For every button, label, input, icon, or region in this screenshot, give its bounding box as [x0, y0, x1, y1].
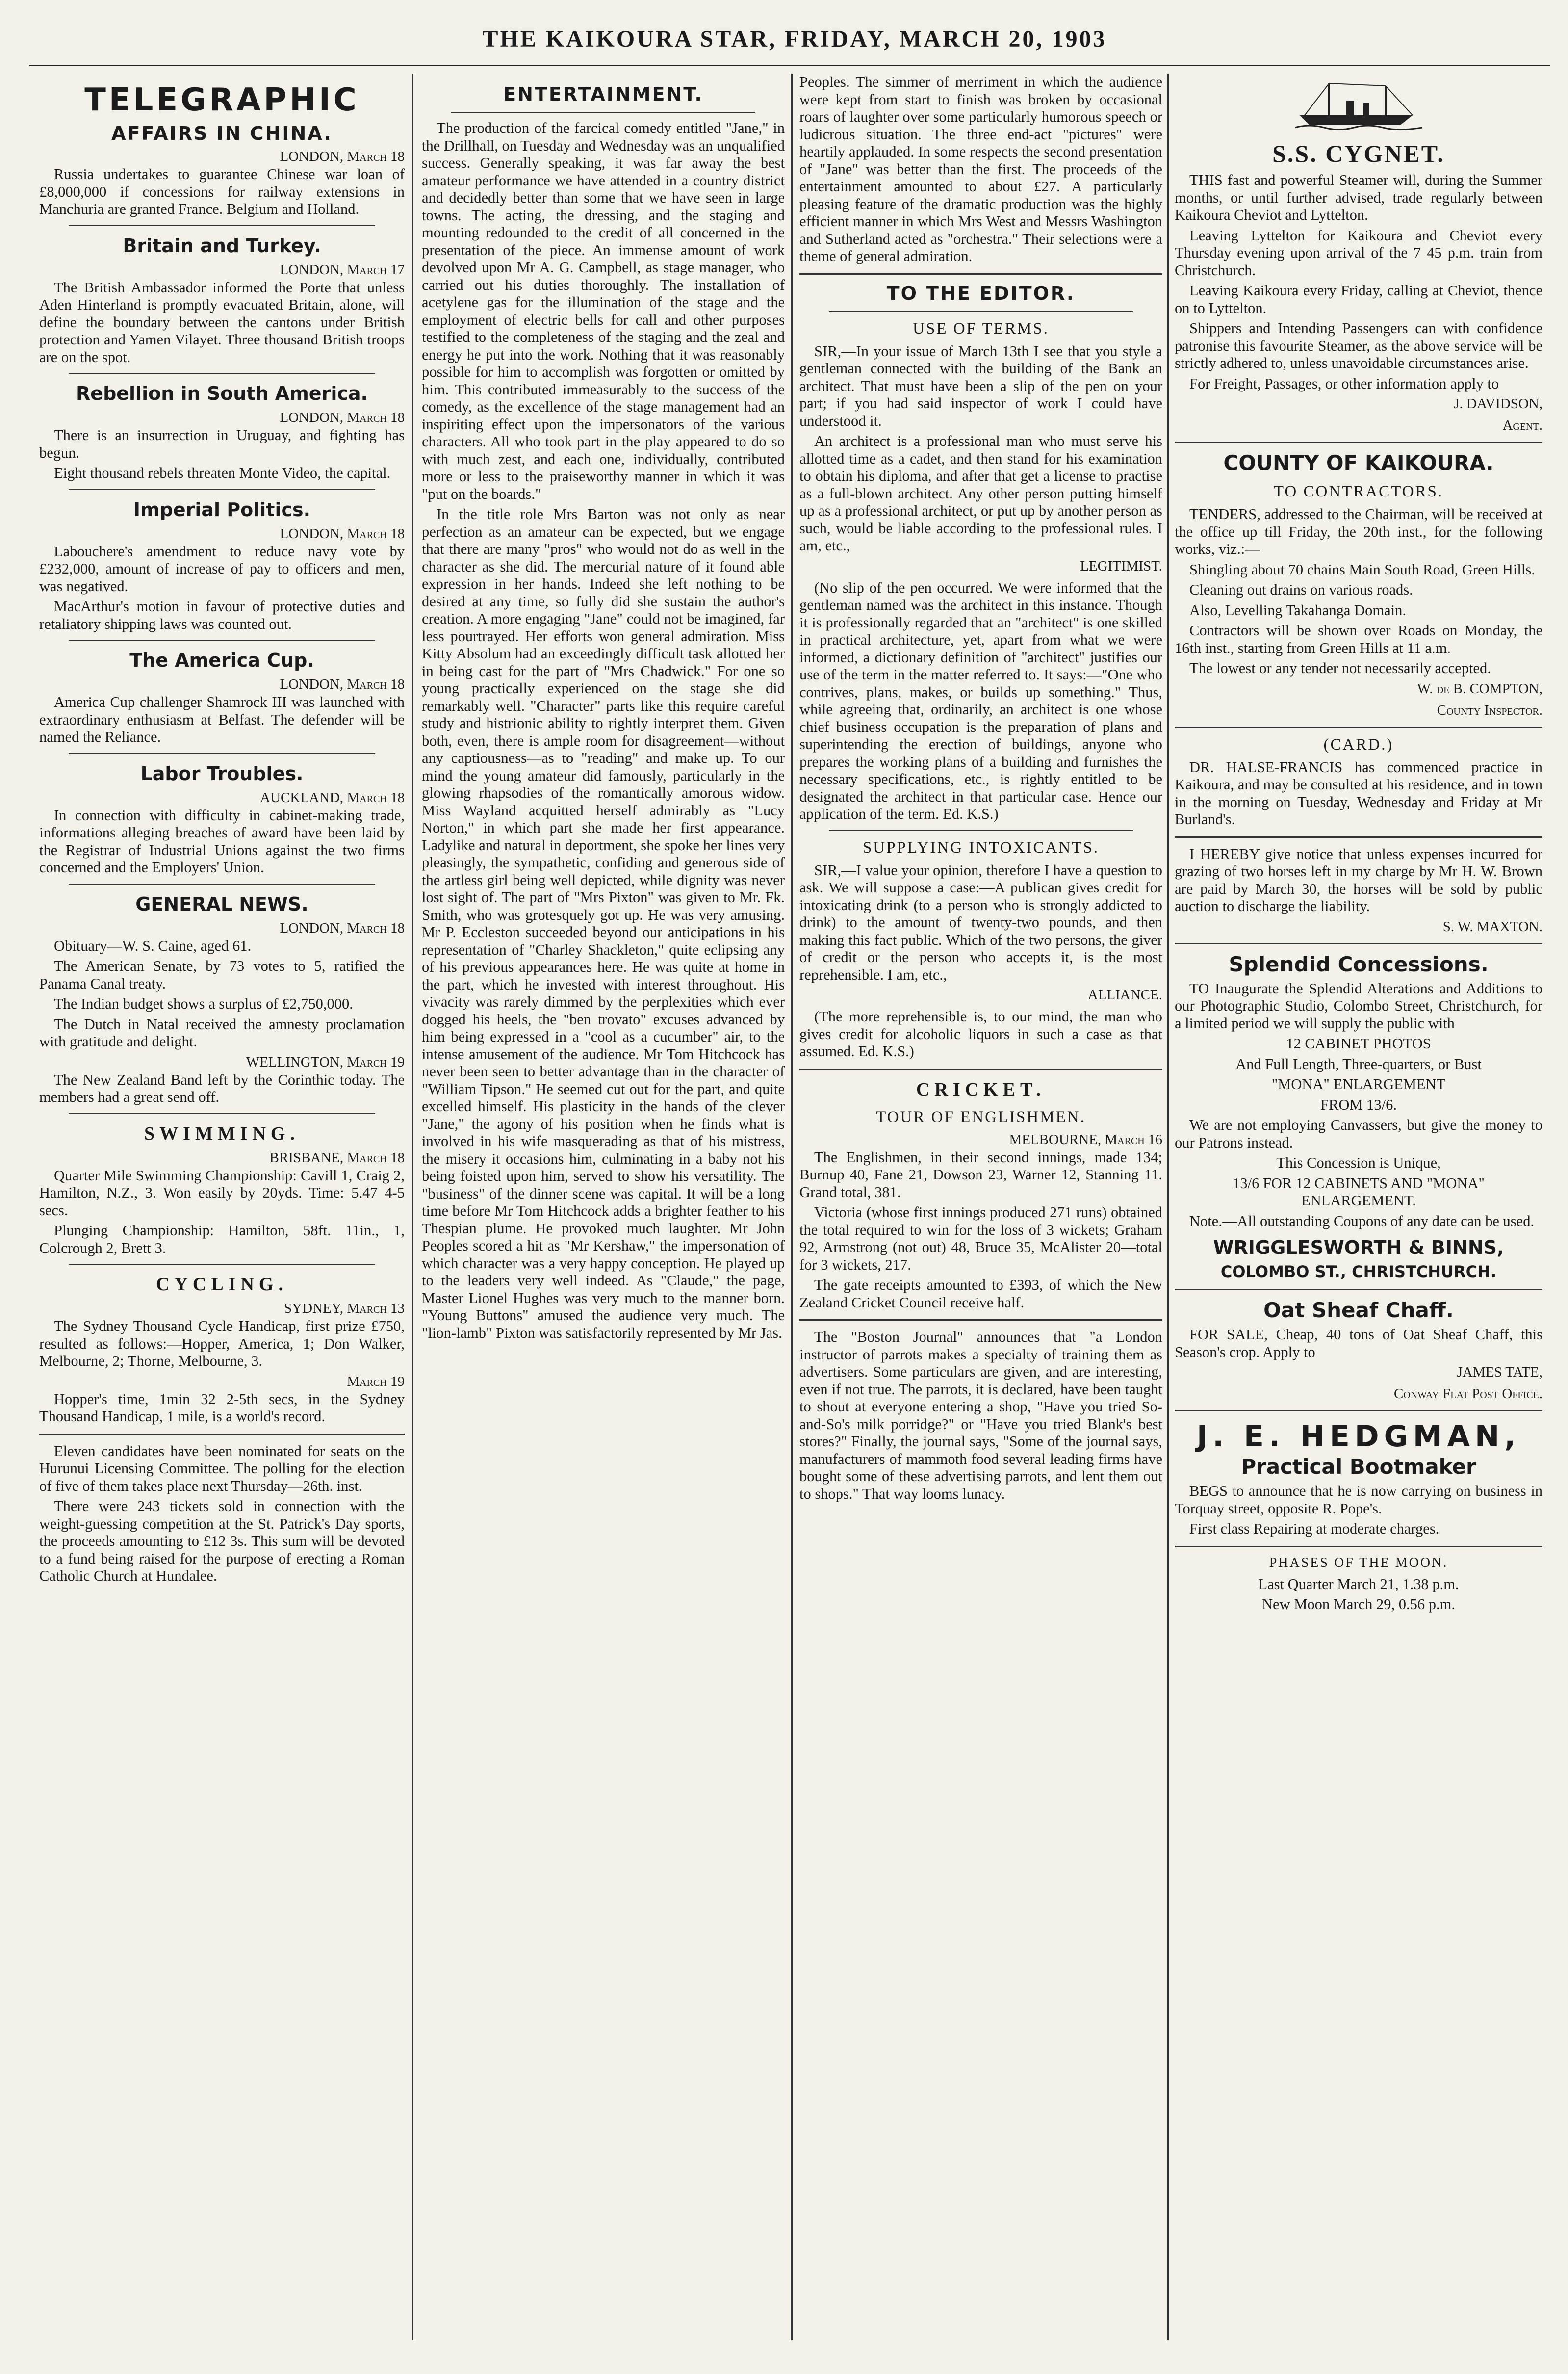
editor-reply: (The more reprehensible is, to our mind, the man who gives credit for alcoholic liquors in such a case as that assumed. Ed. K.S.)	[799, 1008, 1162, 1060]
ad-text: Cleaning out drains on various roads.	[1189, 581, 1413, 598]
heading-china: AFFAIRS IN CHINA.	[111, 123, 333, 144]
dateline: LONDON, March 18	[280, 410, 405, 425]
ad-line: 13/6 FOR 12 CABINETS AND "MONA" ENLARGEMENT.	[1233, 1174, 1485, 1209]
letter-text: SIR,—In your issue of March 13th I see that you style a gentleman connected with the building of the Bank an architect. That must have been a slip of the pen on your part; if you had said inspector of work I could have understood it.	[799, 342, 1162, 429]
divider	[799, 1319, 1162, 1321]
divider	[1175, 1289, 1542, 1290]
article-text: The New Zealand Band left by the Corinthic today. The members had a great send off.	[39, 1071, 405, 1105]
ad-signature: Conway Flat Post Office.	[1393, 1386, 1542, 1402]
heading-supplying-intoxicants: SUPPLYING INTOXICANTS.	[863, 838, 1099, 857]
dateline: SYDNEY, March 13	[284, 1301, 405, 1316]
heading-use-of-terms: USE OF TERMS.	[913, 319, 1049, 338]
column-telegraphic	[39, 74, 405, 2350]
ad-text: Contractors will be shown over Roads on Monday, the 16th inst., starting from Green Hills at 11 a.m.	[1175, 622, 1542, 656]
divider	[829, 830, 1133, 831]
ad-signature: W. de B. COMPTON,	[1417, 680, 1542, 697]
column-entertainment	[422, 74, 785, 2350]
article-text: America Cup challenger Shamrock III was launched with extraordinary enthusiasm at Belfast. The defender will be named the Reliance.	[39, 694, 405, 745]
divider	[1175, 727, 1542, 728]
heading-ss-cygnet: S.S. CYGNET.	[1272, 140, 1445, 167]
divider	[451, 112, 755, 113]
divider	[1175, 1546, 1542, 1547]
ad-text: Also, Levelling Takahanga Domain.	[1189, 601, 1406, 619]
dateline: BRISBANE, March 18	[269, 1149, 405, 1166]
heading-splendid-concessions: Splendid Concessions.	[1229, 952, 1489, 976]
ad-line: And Full Length, Three-quarters, or Bust	[1235, 1055, 1482, 1072]
heading-cricket: CRICKET.	[916, 1079, 1046, 1100]
article-text: The production of the farcical comedy entitled "Jane," in the Drillhall, on Tuesday and Wednesday was an unqualified success. Generally speaking, it was far away the best amateur performance we have attended in a country district and decidedly better than some that we have seen in large towns. The acting, the dressing, and the staging and mounting redounded to the credit of all concerned in the presentation of the piece. An immense amount of work devolved upon Mr A. G. Campbell, as stage manager, who carried out his duties thoroughly. The installation of acetylene gas for the illumination of the stage and the employment of electric bells for call and other purposes testified to the completeness of the staging and the zeal and energy he put into the work. Nothing that it was reasonably possible for him to accomplish was forgotten or omitted by him. This contributed immeasurably to the success of the comedy, as the excellence of the stage management had an inspiriting effect upon the impersonators of the various characters. All who took part in the play appeared to do so with much zest, and each one, individually, contributed more or less to the praiseworthy manner in which it was "put on the boards."	[422, 120, 785, 502]
article-text: The "Boston Journal" announces that "a London instructor of parrots makes a specialty of training them as advertisers. Some particulars are given, and are interesting, even if not true. The parrots, it is declared, have been taught to shout at everyone entering a shop, "Have you tried So-and-So's milk porridge?" or "Have you tried Blank's best stores?" Finally, the journal says, "Some of the journal says, manufacturers of mammoth food several leading firms have bought some of these advertising parrots, and lent them out to shops." That way looms lunacy.	[799, 1329, 1162, 1502]
divider	[69, 753, 375, 754]
article-text: Plunging Championship: Hamilton, 58ft. 11in., 1, Colcrough 2, Brett 3.	[39, 1222, 405, 1256]
divider	[69, 1264, 375, 1265]
ad-signature: Agent.	[1502, 417, 1542, 433]
heading-labor: Labor Troubles.	[140, 762, 304, 784]
section-title-telegraphic: TELEGRAPHIC	[84, 82, 360, 118]
divider	[1175, 943, 1542, 944]
ad-line: "MONA" ENLARGEMENT	[1271, 1076, 1446, 1093]
article-text: Eleven candidates have been nominated for seats on the Hurunui Licensing Committee. The polling for the election of five of them takes place next Thursday—26th. inst.	[39, 1442, 405, 1494]
ad-text: Shingling about 70 chains Main South Road, Green Hills.	[1189, 561, 1535, 578]
heading-rebellion: Rebellion in South America.	[76, 383, 368, 404]
divider	[39, 1434, 405, 1435]
heading-general-news: GENERAL NEWS.	[135, 893, 308, 915]
dateline: LONDON, March 18	[280, 920, 405, 936]
heading-hedgman: J. E. HEDGMAN,	[1196, 1419, 1521, 1454]
ad-line: 12 CABINET PHOTOS	[1286, 1035, 1431, 1052]
heading-practical-bootmaker: Practical Bootmaker	[1241, 1455, 1476, 1479]
divider	[69, 1113, 375, 1114]
article-text: In the title role Mrs Barton was not only as near perfection as an amateur can be expected, but we engage that there are many "pros" who would not do as well in the character as she did. The mercurial nature of it found able expression in her hands. Indeed she left nothing to be desired at any time, so fully did she sustain the author's creation. A more engaging "Jane" could not be imagined, far less pourtrayed. Her efforts won general admiration. Miss Kitty Absolum had an exceedingly difficult task allotted her in being cast for the part of "Mrs Chadwick." For one so young practically experienced on the stage she did remarkably well. "Character" parts like this require careful study and histrionic ability to rightly interpret them. Given both, even, there is ample room for disagreement—without any captiousness—as to "reading" and make up. To our mind the young amateur did famously, particularly in the glowing rhapsodies of the romantically amorous widow. Miss Wayland acquitted herself admirably as "Lucy Norton," in which part she made her first appearance. Ladylike and natural in deportment, she spoke her lines very pleasingly, the sympathetic, confiding and generous side of the artless girl being well depicted, while dignity was never lost sight of. The part of "Mrs Pixton" was given to Mr. Fk. Smith, who was grotesquely got up. He was very amusing. Mr P. Eccleston succeeded beyond our anticipations in his representation of "Charley Shackleton," quite eclipsing any of his previous appearances here. He was quite at home in the part, which he invested with interest throughout. His vivacity was rarely dimmed by the perplexities which ever dogged his heels, the "ben trovato" excuses advanced by him being expressed in a "cool as a cucumber" air, to the intense amusement of the audience. Mr Tom Hitchcock has never been seen to better advantage than in the character of "William Tipson." He seemed cut out for the part, and quite excelled himself. His plasticity in the hands of the clever "Jane," the agony of his position when he finds what is involved in his wife masquerading as that of his mistress, the misery it occasions him, culminating in a baby not his being foisted upon him, served to show his versatility. The "business" of the dinner scene was capital. It will be a long time before Mr Tom Hitchcock adds a brighter feather to his Thespian plume. He provoked much laughter. Mr John Peoples scored a hit as "Mr Kershaw," the impersonation of which character was a very happy conception. He played up to the leaders very well indeed. As "Claude," the page, Master Lionel Hughes was very much to the manner born. "Young Buttons" amused the audience very much. The "lion-lamb" Pixton was satisfactorily represented by Mr Jas.	[422, 506, 785, 1341]
dateline: March 19	[347, 1373, 405, 1389]
article-text: MacArthur's motion in favour of protective duties and retaliatory shipping laws was counted out.	[39, 598, 405, 632]
article-text: Peoples. The simmer of merriment in which the audience were kept from start to finish was broken by occasional roars of laughter over some particularly humorous speech or ludicrous situation. The three end-act "pictures" were heartily applauded. In some respects the second presentation of "Jane" was better than the first. The proceeds of the entertainment amounted to about £27. A particularly pleasing feature of the dramatic production was the highly efficient manner in which Mrs West and Messrs Washington and Sutherland acted as "orchestra." Their selections were a theme of general admiration.	[799, 74, 1162, 264]
ad-text: Leaving Lyttelton for Kaikoura and Cheviot every Thursday evening upon arrival of the 7 45 p.m. train from Christchurch.	[1175, 227, 1542, 279]
ad-text: First class Repairing at moderate charges.	[1189, 1520, 1439, 1537]
article-text: Hopper's time, 1min 32 2-5th secs, in the Sydney Thousand Handicap, 1 mile, is a world's record.	[39, 1390, 405, 1425]
firm-name: WRIGGLESWORTH & BINNS,	[1213, 1237, 1504, 1258]
ad-text: Shippers and Intending Passengers can with confidence patronise this favourite Steamer, as the above service will be strictly adhered to, unless unavoidable circumstances arise.	[1175, 320, 1542, 371]
column-rule	[791, 74, 793, 2340]
article-text: The American Senate, by 73 votes to 5, ratified the Panama Canal treaty.	[39, 958, 405, 992]
ad-text: DR. HALSE-FRANCIS has commenced practice in Kaikoura, and may be consulted at his residence, and in town in the morning on Tuesday, Wednesday and Friday at Mr Burland's.	[1175, 758, 1542, 828]
letter-signature: LEGITIMIST.	[1080, 558, 1162, 574]
article-text: Russia undertakes to guarantee Chinese war loan of £8,000,000 if concessions for railway extensions in Manchuria are granted France. Belgium and Holland.	[39, 166, 405, 217]
article-text: There were 243 tickets sold in connection with the weight-guessing competition at the St. Patrick's Day sports, the proceeds amounting to £12 3s. This sum will be devoted to a fund being raised for the purpose of erecting a Roman Catholic Church at Hundalee.	[39, 1498, 405, 1584]
letter-text: An architect is a professional man who must serve his allotted time as a cadet, and then stand for his examination to obtain his diploma, and after that get a license to practise as a full-blown architect. Any other person putting himself up as a professional architect, or put up by another person as such, would be liable according to the professional rules. I am, etc.,	[799, 433, 1162, 554]
article-text: Eight thousand rebels threaten Monte Video, the capital.	[54, 465, 391, 481]
ad-signature: County Inspector.	[1437, 702, 1542, 718]
article-text: The Englishmen, in their second innings, made 134; Burnup 40, Fane 21, Dowson 23, Warner 12, Stanning 11. Grand total, 381.	[799, 1148, 1162, 1200]
article-text: In connection with difficulty in cabinet-making trade, informations alleging breaches of award have been laid by the Registrar of Industrial Unions against the two firms concerned and the Employers' Union.	[39, 807, 405, 876]
article-text: The gate receipts amounted to £393, of which the New Zealand Cricket Council receive half.	[799, 1277, 1162, 1311]
divider	[1175, 442, 1542, 443]
heading-swimming: SWIMMING.	[144, 1123, 300, 1144]
ad-text: For Freight, Passages, or other information apply to	[1189, 375, 1499, 392]
ad-signature: S. W. MAXTON.	[1442, 918, 1542, 935]
dateline: LONDON, March 18	[280, 525, 405, 542]
heading-america-cup: The America Cup.	[129, 650, 314, 671]
article-text: Labouchere's amendment to reduce navy vote by £232,000, amount of increase of pay to officers and men, was negatived.	[39, 543, 405, 595]
heading-turkey: Britain and Turkey.	[123, 235, 321, 257]
ad-text: FOR SALE, Cheap, 40 tons of Oat Sheaf Chaff, this Season's crop. Apply to	[1175, 1326, 1542, 1360]
divider	[69, 489, 375, 490]
article-text: Victoria (whose first innings produced 271 runs) obtained the total required to win for the loss of 3 wickets; Graham 92, Armstrong (not out) 48, Bruce 35, McAlister 20—total for 3 wickets, 217.	[799, 1204, 1162, 1273]
ad-text: The lowest or any tender not necessarily accepted.	[1189, 660, 1491, 677]
heading-card: (CARD.)	[1323, 735, 1394, 754]
ad-text: TO Inaugurate the Splendid Alterations and Additions to our Photographic Studio, Colombo Street, Christchurch, for a limited period we will supply the public with	[1175, 980, 1542, 1032]
ad-text: Leaving Kaikoura every Friday, calling at Cheviot, thence on to Lyttelton.	[1175, 282, 1542, 316]
ad-text: THIS fast and powerful Steamer will, during the Summer months, or until further advised, trade regularly between Kaikoura Cheviot and Lyttelton.	[1175, 172, 1542, 223]
divider	[69, 373, 375, 374]
heading-to-contractors: TO CONTRACTORS.	[1273, 483, 1444, 500]
article-text: The Indian budget shows a surplus of £2,750,000.	[54, 995, 353, 1012]
divider	[69, 640, 375, 641]
article-text: The Dutch in Natal received the amnesty proclamation with gratitude and delight.	[39, 1016, 405, 1050]
ad-signature: J. DAVIDSON,	[1454, 396, 1542, 412]
moon-phase: New Moon March 29, 0.56 p.m.	[1262, 1596, 1455, 1613]
masthead-rule	[29, 64, 1550, 66]
column-advertisements	[1175, 74, 1542, 2350]
divider	[799, 1069, 1162, 1070]
article-text: Quarter Mile Swimming Championship: Cavill 1, Craig 2, Hamilton, N.Z., 3. Won easily by 20yds. Time: 5.47 4-5 secs.	[39, 1167, 405, 1219]
dateline: AUCKLAND, March 18	[260, 789, 405, 806]
heading-county-of-kaikoura: COUNTY OF KAIKOURA.	[1223, 451, 1494, 475]
article-text: Obituary—W. S. Caine, aged 61.	[54, 937, 252, 954]
dateline: LONDON, March 18	[280, 149, 405, 164]
heading-tour-of-englishmen: TOUR OF ENGLISHMEN.	[876, 1108, 1086, 1126]
article-text: The British Ambassador informed the Porte that unless Aden Hinterland is promptly evacuated Britain, alone, will define the boundary between the cantons under British protection and Yamen Vilayet. Three thousand British troops are on the spot.	[39, 279, 405, 365]
masthead: THE KAIKOURA STAR, FRIDAY, MARCH 20, 1903	[482, 26, 1107, 52]
column-rule	[412, 74, 413, 2340]
heading-entertainment: ENTERTAINMENT.	[503, 83, 703, 105]
divider	[1175, 1410, 1542, 1411]
letter-signature: ALLIANCE.	[1087, 987, 1162, 1003]
divider	[69, 884, 375, 885]
moon-phase: Last Quarter March 21, 1.38 p.m.	[1258, 1575, 1459, 1592]
dateline: WELLINGTON, March 19	[246, 1054, 405, 1070]
letter-text: SIR,—I value your opinion, therefore I have a question to ask. We will suppose a case:—A publican gives credit for intoxicating drink (to a person who is strongly addicted to drink) to the amount of twenty-two pounds, and then making this fact public. Which of the two persons, the giver of credit or the person who accepts it, is the most reprehensible. I am, etc.,	[799, 861, 1162, 983]
ad-text: BEGS to announce that he is now carrying on business in Torquay street, opposite R. Pope's.	[1175, 1483, 1542, 1517]
ad-text: I HEREBY give notice that unless expenses incurred for grazing of two horses left in my charge by Mr H. W. Brown are paid by March 30, the horses will be sold by public auction to discharge the liability.	[1175, 845, 1542, 914]
column-rule	[1167, 74, 1169, 2340]
dateline: MELBOURNE, March 16	[1009, 1131, 1162, 1148]
heading-oat-sheaf-chaff: Oat Sheaf Chaff.	[1263, 1298, 1454, 1322]
ad-line: FROM 13/6.	[1320, 1096, 1397, 1113]
divider	[799, 273, 1162, 275]
divider	[69, 225, 375, 226]
column-editor	[799, 74, 1162, 2350]
divider	[829, 311, 1133, 312]
firm-address: COLOMBO ST., CHRISTCHURCH.	[1220, 1262, 1497, 1281]
heading-to-the-editor: TO THE EDITOR.	[886, 282, 1076, 304]
heading-cycling: CYCLING.	[156, 1274, 288, 1295]
ad-text: We are not employing Canvassers, but give the money to our Patrons instead.	[1175, 1117, 1542, 1151]
ad-text: TENDERS, addressed to the Chairman, will be received at the office up till Friday, the 20th inst., for the following works, viz.:—	[1175, 506, 1542, 557]
article-text: The Sydney Thousand Cycle Handicap, first prize £750, resulted as follows:—Hopper, America, 1; Don Walker, Melbourne, 2; Thorne, Melbourne, 3.	[39, 1318, 405, 1369]
ad-text: Note.—All outstanding Coupons of any date can be used.	[1189, 1212, 1535, 1229]
ad-signature: JAMES TATE,	[1457, 1364, 1542, 1380]
article-text: There is an insurrection in Uruguay, and fighting has begun.	[39, 427, 405, 461]
dateline: LONDON, March 17	[280, 261, 405, 278]
steamer-icon	[1295, 78, 1422, 132]
heading-moon-phases: PHASES OF THE MOON.	[1269, 1555, 1448, 1570]
divider	[1175, 836, 1542, 838]
heading-imperial: Imperial Politics.	[133, 498, 311, 521]
ad-line: This Concession is Unique,	[1276, 1154, 1441, 1171]
editor-reply: (No slip of the pen occurred. We were informed that the gentleman named was the architect in this instance. Though it is professionally regarded that an "architect" is one skilled in practical architecture, yet, apart from what we were informed, a dictionary definition of "architect" justifies our use of the term in the matter referred to. It says:—"One who contrives, plans, makes, or builds up something." Thus, while agreeing that, ordinarily, an architect is one whose chief business occupation is the preparation of plans and superintending the erection of buildings, anyone who prepares the working plans of a building and furnishes the necessary specifications, etc., is rightly entitled to be designated the architect in that particular case. Hence our application of the term. Ed. K.S.)	[799, 579, 1162, 822]
dateline: LONDON, March 18	[280, 677, 405, 692]
